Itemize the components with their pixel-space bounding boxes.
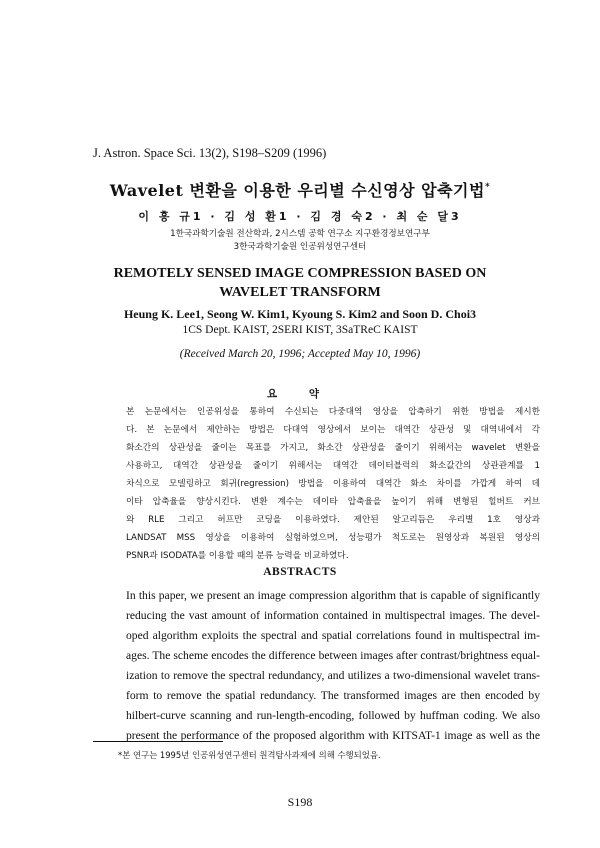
english-abstract-line: reducing the vast amount of information contained in multispectral images. The devel-	[126, 609, 540, 622]
received-dates: (Received March 20, 1996; Accepted May 10, 1996)	[179, 348, 421, 360]
korean-abstract-line: 화소간의 상관성을 줄이는 목표를 가지고, 화소간 상관성을 줄이기 위해서는 wavelet 변환을	[126, 443, 540, 453]
english-abstract-line: form to remove the spatial redundancy. The transformed images are then encoded by	[126, 689, 540, 702]
english-abstract-line: ization to remove the spectral redundancy, and utilizes a two-dimensional wavelet trans-	[126, 669, 540, 682]
english-abstract-line: present the performance of the proposed algorithm with KITSAT-1 image as well as the	[126, 729, 540, 742]
korean-abstract-line: 사용하고, 대역간 상관성을 줄이기 위해서는 대역간 데이터블럭의 화소값간의 상관관계를 1	[126, 461, 540, 471]
footnote: *본 연구는 1995년 인공위성연구센터 원격탐사과제에 의해 수행되었음.	[118, 750, 381, 760]
english-abstract-line: In this paper, we present an image compression algorithm that is capable of significantly	[126, 589, 540, 602]
korean-abstract-line: LANDSAT MSS 영상을 이용하여 실험하였으며, 성능평가 척도로는 원영상과 복원된 영상의	[126, 533, 540, 543]
korean-abstract-line: 차식으로 모델링하고 회귀(regression) 방법을 이용하여 대역간 화소 차이를 가깝게 하여 데	[126, 479, 540, 489]
korean-abstract-line: 본 논문에서는 인공위성을 통하여 수신되는 다중대역 영상을 압축하기 위한 방법을 제시한	[126, 407, 540, 417]
korean-title-footnote-mark: *	[484, 182, 491, 193]
english-abstract-heading: ABSTRACTS	[263, 566, 337, 578]
korean-affiliation-1: 1한국과학기술원 전산학과, 2시스템 공학 연구소 지구환경정보연구부	[170, 229, 430, 239]
korean-abstract-line: 와 RLE 그리고 허프만 코딩을 이용하였다. 제안된 알고리듬은 우리별 1호 영상과	[126, 515, 540, 525]
korean-abstract-heading: 요 약	[267, 388, 333, 400]
korean-title	[0, 178, 600, 201]
english-title-line-1: REMOTELY SENSED IMAGE COMPRESSION BASED ON	[113, 266, 487, 281]
english-affiliations: 1CS Dept. KAIST, 2SERI KIST, 3SaTReC KAIST	[182, 324, 418, 336]
english-title-line-2: WAVELET TRANSFORM	[219, 285, 381, 300]
korean-abstract-line: 이타 압축율을 향상시킨다. 변환 계수는 데이타 압축율을 높이기 위해 변형된 힐버트 커브	[126, 497, 540, 507]
english-abstract-line: hilbert-curve scanning and run-length-encoding, followed by huffman coding. We also	[126, 709, 540, 722]
footnote-divider	[93, 741, 223, 742]
korean-abstract-line: PSNR과 ISODATA를 이용할 때의 분류 능력을 비교하였다.	[126, 551, 349, 561]
english-abstract-line: oped algorithm exploits the spectral and spatial correlations found in multispectral im-	[126, 629, 540, 642]
korean-affiliation-2: 3한국과학기술원 인공위성연구센터	[233, 242, 367, 252]
korean-authors: 이 흥 규1 · 김 성 환1 · 김 경 숙2 · 최 순 달3	[138, 210, 462, 223]
korean-title-text: Wavelet 변환을 이용한 우리별 수신영상 압축기법	[109, 181, 485, 200]
korean-abstract-line: 다. 본 논문에서 제안하는 방법은 다대역 영상에서 보이는 대역간 상관성 및 대역내에서 각	[126, 425, 540, 435]
page-number: S198	[287, 795, 313, 809]
english-title	[0, 264, 600, 302]
english-abstract-line: ages. The scheme encodes the difference between images after contrast/brightness equal-	[126, 649, 540, 662]
english-authors: Heung K. Lee1, Seong W. Kim1, Kyoung S. Kim2 and Soon D. Choi3	[123, 307, 477, 321]
journal-reference: J. Astron. Space Sci. 13(2), S198–S209 (1996)	[93, 146, 327, 160]
